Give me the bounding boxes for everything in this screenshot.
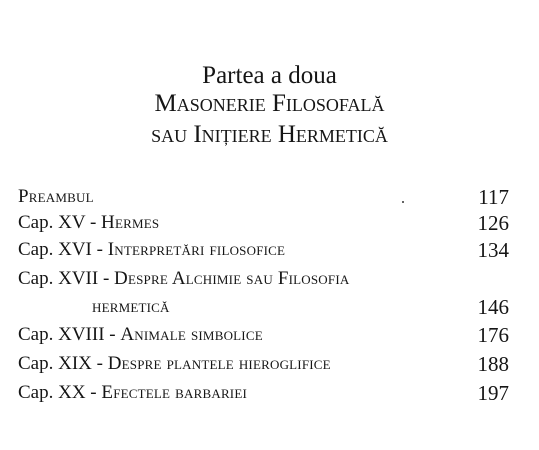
toc-entry-page: 117 [478, 185, 509, 209]
toc-entry-chapter: Cap. XVII - [18, 268, 115, 289]
toc-entry-title: hermetică [92, 296, 170, 317]
toc-entry-cap-xvi [18, 237, 509, 263]
toc-entry-cap-xvii [18, 266, 509, 292]
part-title: Partea a doua [202, 62, 337, 89]
toc-entry-cap-xvii-continued [92, 294, 509, 320]
toc-entry-chapter: Cap. XX - [18, 382, 102, 403]
toc-entry-title: Hermes [101, 212, 160, 233]
toc-entry-cap-xviii [18, 322, 509, 348]
toc-entry-page: 134 [477, 238, 509, 262]
toc-entry-cap-xv [18, 210, 509, 236]
toc-entry-title: Despre plantele hieroglifice [107, 353, 331, 374]
toc-entry-chapter: Cap. XVIII - [18, 324, 121, 345]
toc-entry-title: Despre Alchimie sau Filosofia [114, 268, 350, 289]
toc-entry-cap-xx [18, 380, 509, 406]
toc-entry-page: 176 [477, 323, 509, 347]
toc-entry-page: 126 [477, 211, 509, 235]
toc-entry-chapter: Cap. XIX - [18, 353, 108, 374]
part-subtitle-line-1: Masonerie Filosofală [154, 90, 385, 117]
toc-entry-page: 188 [477, 352, 509, 376]
toc-entry-title: Interpretări filosofice [107, 239, 286, 260]
toc-entry-title: Preambul [18, 186, 94, 207]
toc-entry-preambul [18, 184, 509, 210]
toc-entry-title: Animale simbolice [120, 324, 263, 345]
part-subtitle-line-2: sau Inițiere Hermetică [151, 121, 388, 148]
print-speck [402, 201, 404, 203]
toc-entry-page: 146 [477, 295, 509, 319]
toc-entry-chapter: Cap. XV - [18, 212, 102, 233]
toc-entry-page: 197 [477, 381, 509, 405]
toc-entry-cap-xix [18, 351, 509, 377]
toc-entry-title: Efectele barbariei [101, 382, 248, 403]
toc-entry-chapter: Cap. XVI - [18, 239, 108, 260]
